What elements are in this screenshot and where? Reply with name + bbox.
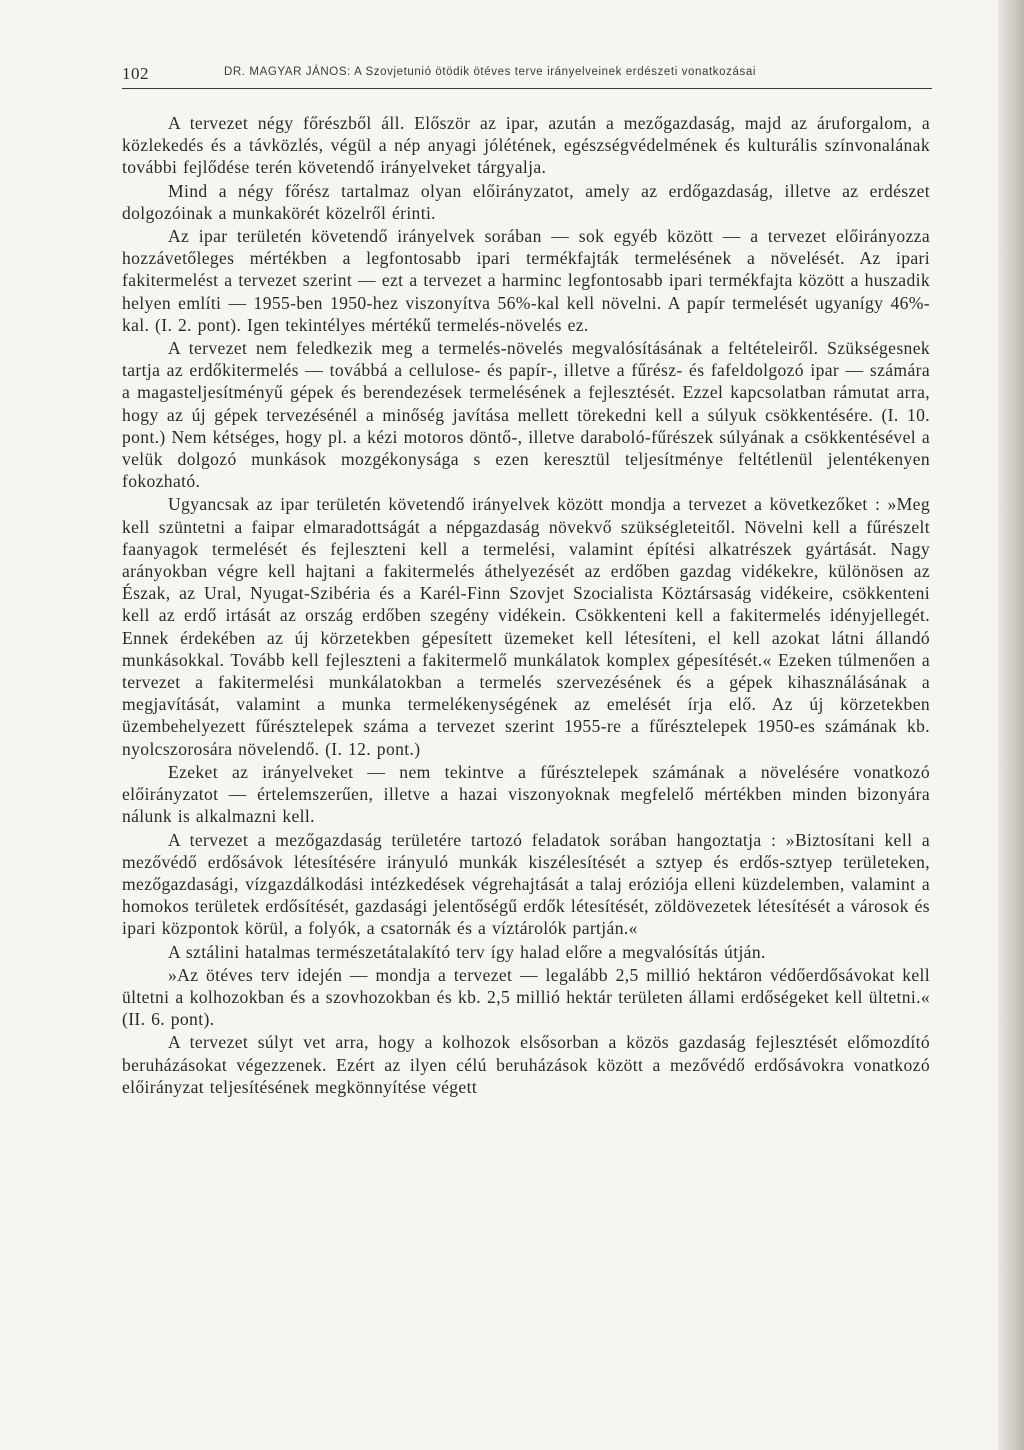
page-edge-shadow [998, 0, 1024, 1450]
paragraph: Ugyancsak az ipar területén követendő irányelvek között mondja a tervezet a következőket : »Meg kell szüntetni a faipar elmaradottságát a népgazdaság növekvő szükségleteitől. Növelni kell a fűrészelt faanyagok termelését és fejleszteni kell a termelési, valamint építési alkatrészek gyártását. Nagy arányokban végre kell hajtani a fakitermelés áthelyezését az erdőben gazdag vidékekre, különösen az Észak, az Ural, Nyugat-Szibéria és a Karél-Finn Szovjet Szocialista Köztársaság vidékeire, csökkenteni kell az erdő irtását az ország erdőben szegény vidékein. Csökkenteni kell a fakitermelés idényjellegét. Ennek érdekében az új körzetekben gépesített üzemeket kell létesíteni, el kell azokat látni állandó munkásokkal. Tovább kell fejleszteni a fakitermelő munkálatok komplex gépesítését.« Ezeken túlmenően a tervezet a fakitermelési munkálatokban a termelés szervezésének és a gépek kihasználásának a megjavítását, valamint a munka termelékenységének az emelését írja elő. Az új körzetekben üzembehelyezett fűrésztelepek száma a tervezet szerint 1955-re a fűrésztelepek 1950-es számának kb. nyolcszorosára növelendő. (I. 12. pont.) [122, 494, 930, 759]
paragraph: Az ipar területén követendő irányelvek sorában — sok egyéb között — a tervezet előirányozza hozzávetőleges mértékben a legfontosabb ipari termékfajták termelésének a növelését. Az ipari fakitermelést a tervezet szerint — ezt a tervezet a harminc legfontosabb ipari termékfajta között a huszadik helyen említi — 1955-ben 1950-hez viszonyítva 56%-kal kell növelni. A papír termelését ugyanígy 46%-kal. (I. 2. pont). Igen tekintélyes mértékű termelés-növelés ez. [122, 226, 930, 335]
paragraph: A sztálini hatalmas természetátalakító terv így halad előre a megvalósítás útján. [168, 941, 766, 962]
article-body [122, 112, 930, 1098]
page-number: 102 [122, 64, 149, 83]
page-header [122, 60, 932, 89]
paragraph: »Az ötéves terv idején — mondja a tervezet — legalább 2,5 millió hektáron védőerdősávokat kell ültetni a kolhozokban és a szovhozokban és kb. 2,5 millió hektár területen állami erdőségeket kell ültetni.« (II. 6. pont). [122, 964, 930, 1030]
paragraph: A tervezet a mezőgazdaság területére tartozó feladatok sorában hangoztatja : »Biztosítani kell a mezővédő erdősávok létesítésére irányuló munkák kiszélesítését a sztyep és erdős-sztyep területeken, mezőgazdasági, vízgazdálkodási intézkedések végrehajtását a talaj eróziója elleni küzdelemben, valamint a homokos területek erdősítését, gazdasági jelentőségű erdők létesítését, zöldövezetek létesítését a városok és ipari központok körül, a folyók, a csatornák és a víztárolók partján.« [122, 829, 930, 939]
paragraph: A tervezet súlyt vet arra, hogy a kolhozok elsősorban a közös gazdaság fejlesztését előmozdító beruházásokat végezzenek. Ezért az ilyen célú beruházások között a mezővédő erdősávokra vonatkozó előirányzat teljesítésének megkönnyítése végett [122, 1032, 930, 1097]
paragraph: A tervezet négy főrészből áll. Először az ipar, azután a mezőgazdaság, majd az áruforgalom, a közlekedés és a távközlés, végül a nép anyagi jólétének, egészségvédelmének és kulturális színvonalának további fejlődése terén követendő irányelveket tárgyalja. [122, 113, 930, 178]
paragraph: A tervezet nem feledkezik meg a termelés-növelés megvalósításának a feltételeiről. Szükségesnek tartja az erdőkitermelés — továbbá a cellulose- és papír-, illetve a fűrész- és fafeldolgozó ipar — számára a magasteljesítményű gépek és berendezések termelésének a fejlesztését. Ezzel kapcsolatban rámutat arra, hogy az új gépek tervezésénél a minőség javítása mellett törekedni kell a súlyuk csökkentésére. (I. 10. pont.) Nem kétséges, hogy pl. a kézi motoros döntő-, illetve daraboló-fűrészek súlyának a csökkentésével a velük dolgozó munkások mozgékonysága s ezen keresztül teljesítménye feltétlenül jelentékenyen fokozható. [122, 338, 930, 492]
running-head: DR. MAGYAR JÁNOS: A Szovjetunió ötödik ötéves terve irányelveinek erdészeti vonatkozásai [224, 66, 756, 78]
paragraph: Ezeket az irányelveket — nem tekintve a fűrésztelepek számának a növelésére vonatkozó előirányzatot — értelemszerűen, illetve a hazai viszonyoknak megfelelő mértékben minden bizonyára nálunk is alkalmazni kell. [122, 761, 930, 827]
paragraph: Mind a négy főrész tartalmaz olyan előirányzatot, amely az erdőgazdaság, illetve az erdészet dolgozóinak a munkakörét közelről érinti. [122, 180, 930, 223]
